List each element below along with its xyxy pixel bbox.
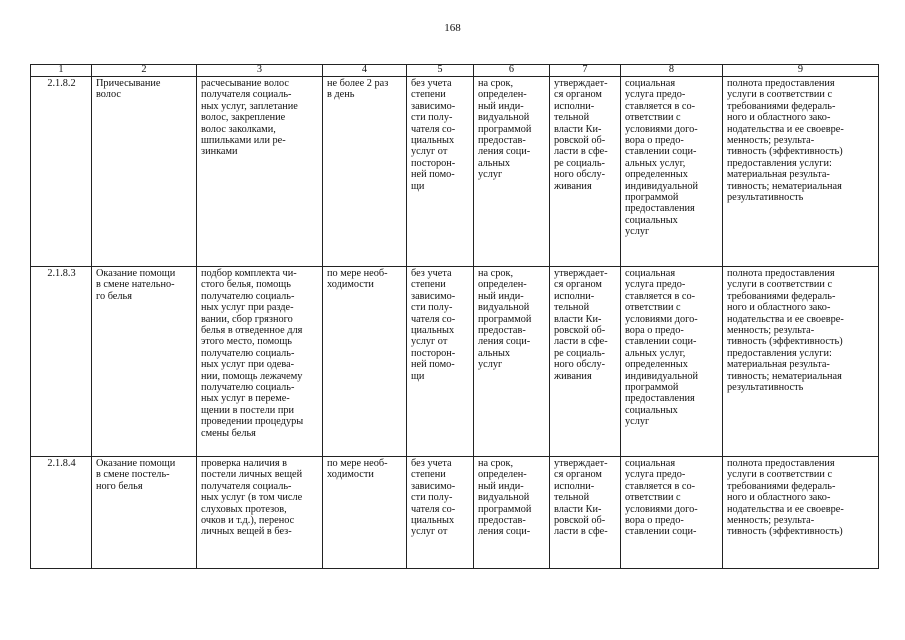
service-frequency: по мере необ- ходимости	[323, 457, 407, 569]
service-dependency: без учета степени зависимо- сти полу- чателя со- циальных услуг от посторон- ней помо- щи	[407, 267, 474, 457]
table-row	[31, 267, 879, 457]
services-table	[30, 64, 879, 569]
service-code: 2.1.8.2	[31, 77, 92, 267]
header-col-5: 5	[407, 65, 474, 77]
header-col-1: 1	[31, 65, 92, 77]
service-conditions: социальная услуга предо- ставляется в со- ответствии с условиями дого- вора о предо- ставлении соци- альных услуг, определенных индивидуальной программой предоставления социальных услуг	[621, 267, 723, 457]
table-row	[31, 457, 879, 569]
service-dependency: без учета степени зависимо- сти полу- чателя со- циальных услуг от	[407, 457, 474, 569]
service-quality: полнота предоставления услуги в соответствии с требованиями федераль- ного и областного зако- нодательства и ее своевре- менность; результа- тивность (эффективность) предоставления услуги: материальная результа- тивность; нематериальная результативность	[723, 77, 879, 267]
table-row	[31, 77, 879, 267]
header-col-4: 4	[323, 65, 407, 77]
header-col-9: 9	[723, 65, 879, 77]
service-name: Оказание помощи в смене постель- ного белья	[92, 457, 197, 569]
service-description: проверка наличия в постели личных вещей получателя социаль- ных услуг (в том числе слуховых протезов, очков и т.д.), перенос личных вещей в без-	[197, 457, 323, 569]
service-quality: полнота предоставления услуги в соответствии с требованиями федераль- ного и областного зако- нодательства и ее своевре- менность; результа- тивность (эффективность) предоставления услуги: материальная результа- тивность; нематериальная результативность	[723, 267, 879, 457]
service-term: на срок, определен- ный инди- видуальной программой предостав- ления соци-	[474, 457, 550, 569]
service-description: расчесывание волос получателя социаль- ных услуг, заплетание волос, закрепление волос заколками, шпильками или ре- зинками	[197, 77, 323, 267]
service-name: Оказание помощи в смене нательно- го белья	[92, 267, 197, 457]
header-row	[31, 65, 879, 77]
service-conditions: социальная услуга предо- ставляется в со- ответствии с условиями дого- вора о предо- ставлении соци- альных услуг, определенных индивидуальной программой предоставления социальных услуг	[621, 77, 723, 267]
service-name: Причесывание волос	[92, 77, 197, 267]
header-col-3: 3	[197, 65, 323, 77]
service-tariff: утверждает- ся органом исполни- тельной власти Ки- ровской об- ласти в сфе-	[550, 457, 621, 569]
page-number: 168	[444, 22, 461, 34]
service-dependency: без учета степени зависимо- сти полу- чателя со- циальных услуг от посторон- ней помо- щи	[407, 77, 474, 267]
service-code: 2.1.8.3	[31, 267, 92, 457]
header-col-6: 6	[474, 65, 550, 77]
header-col-2: 2	[92, 65, 197, 77]
service-frequency: не более 2 раз в день	[323, 77, 407, 267]
service-description: подбор комплекта чи- стого белья, помощь получателю социаль- ных услуг при разде- вании, сбор грязного белья в отведенное для этого место, помощь получателю социаль- ных услуг при одева- нии, помощь лежачему получателю социаль- ных услуг в переме- щении в постели при проведении процедуры смены белья	[197, 267, 323, 457]
service-frequency: по мере необ- ходимости	[323, 267, 407, 457]
header-col-7: 7	[550, 65, 621, 77]
service-quality: полнота предоставления услуги в соответствии с требованиями федераль- ного и областного зако- нодательства и ее своевре- менность; результа- тивность (эффективность)	[723, 457, 879, 569]
service-conditions: социальная услуга предо- ставляется в со- ответствии с условиями дого- вора о предо- ставлении соци-	[621, 457, 723, 569]
service-tariff: утверждает- ся органом исполни- тельной власти Ки- ровской об- ласти в сфе- ре социаль- ного обслу- живания	[550, 267, 621, 457]
header-col-8: 8	[621, 65, 723, 77]
service-tariff: утверждает- ся органом исполни- тельной власти Ки- ровской об- ласти в сфе- ре социаль- ного обслу- живания	[550, 77, 621, 267]
service-term: на срок, определен- ный инди- видуальной программой предостав- ления соци- альных услуг	[474, 77, 550, 267]
service-term: на срок, определен- ный инди- видуальной программой предостав- ления соци- альных услуг	[474, 267, 550, 457]
service-code: 2.1.8.4	[31, 457, 92, 569]
